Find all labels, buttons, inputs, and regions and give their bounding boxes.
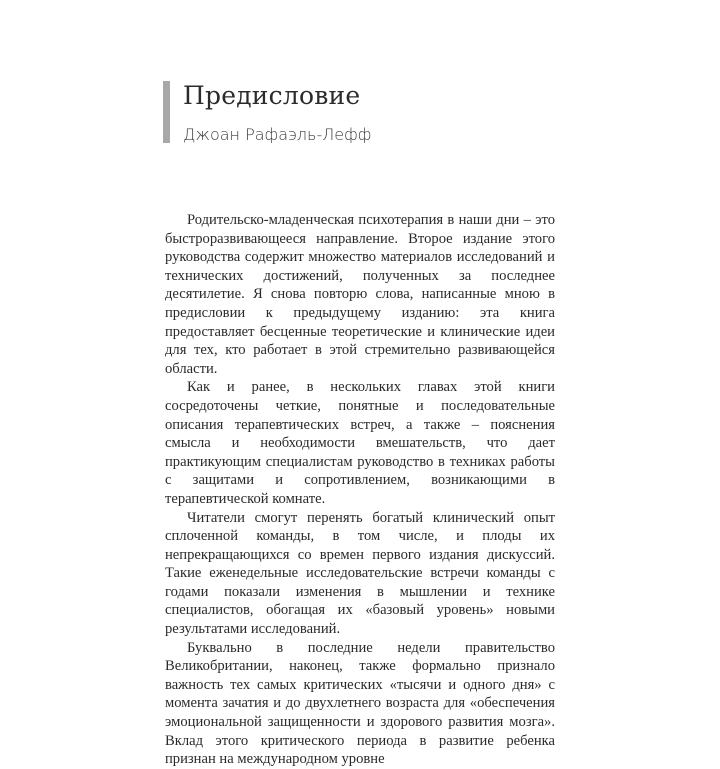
paragraph: Родительско-младенческая психотерапия в наши дни – это быстроразвивающееся направление. Второе издание этого руководства содержит множество материалов исследований и технических достижений, полученных за последнее десятилетие. Я снова повторю слова, написанные мною в предисловии к предыдущему изданию: эта книга предоставляет бесценные теоретические и клинические идеи для тех, кто работает в этой стремительно развивающейся области. <box>165 212 555 377</box>
paragraph: Буквально в последние недели правительство Великобритании, наконец, также формально признало важность тех самых критических «тысячи и одного дня» с момента зачатия и до двухлетнего возраста для «обеспечения эмоциональной защищенности и здорового развития мозга». Вклад этого критического периода в развитие ребенка признан на международном уровне <box>165 639 555 768</box>
chapter-heading <box>163 81 371 143</box>
chapter-author: Джоан Рафаэль-Лефф <box>183 125 372 144</box>
paragraph: Читатели смогут перенять богатый клинический опыт сплоченной команды, в том числе, и плоды их непрекращающихся со времен первого издания дискуссий. Такие еженедельные исследовательские встречи команды с годами показали изменения в мышлении и технике специалистов, обогащая их «базовый уровень» новыми результатами исследований. <box>165 509 555 638</box>
heading-accent-bar <box>163 81 170 143</box>
body-text <box>165 211 555 769</box>
paragraph: Как и ранее, в нескольких главах этой книги сосредоточены четкие, понятные и последовательные описания терапевтических встреч, а также – пояснения смысла и необходимости вмешательств, что дает практикующим специалистам руководство в техниках работы с защитами и сопротивлением, возникающими в терапевтической комнате. <box>165 379 555 507</box>
chapter-title: Предисловие <box>183 81 361 110</box>
